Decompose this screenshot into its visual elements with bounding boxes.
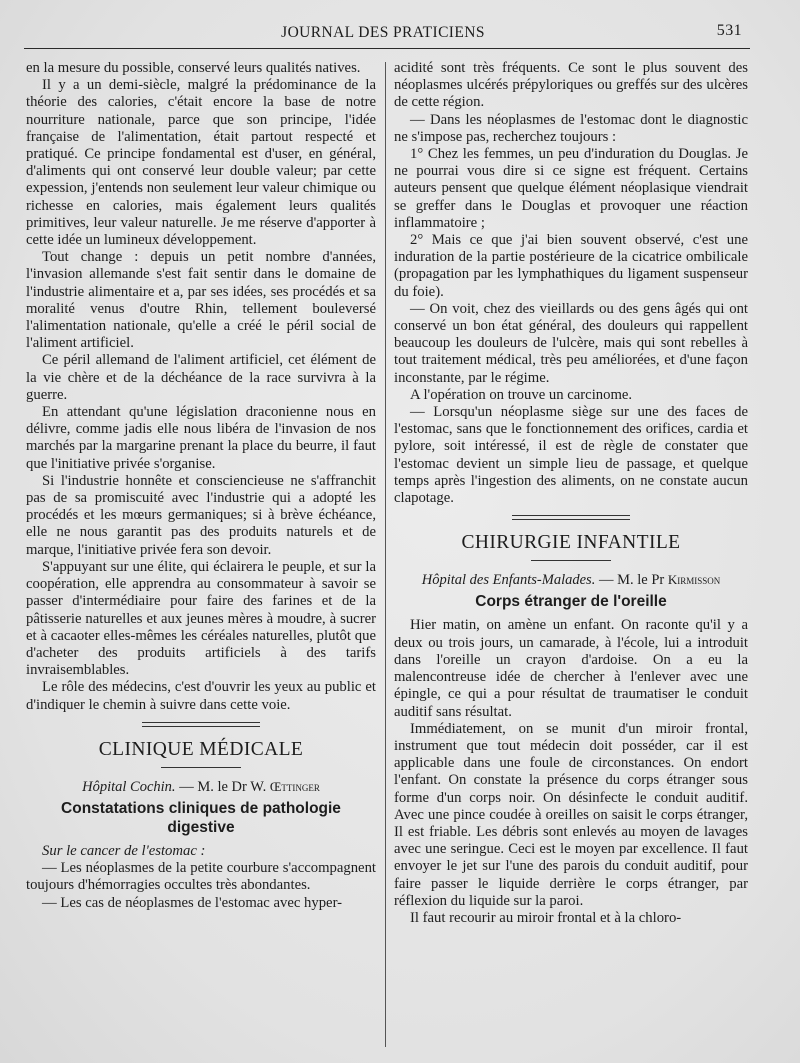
paragraph: S'appuyant sur une élite, qui éclairera le peuple, et sur la coopération, elle apprendra au consommateur à savoir se passer d'intermédiaire pour faire des farines et de la pâtisserie naturelles et aux jeunes mères à moudre, à sucrer et à cacaoter elles-mêmes les céréales naturelles, plutôt que d'acheter des produits artificiels à des tarifs invraisemblables. <box>26 558 376 679</box>
paragraph: — Dans les néoplasmes de l'estomac dont le diagnostic ne s'impose pas, recherchez toujours : <box>394 111 748 145</box>
paragraph: Le rôle des médecins, c'est d'ouvrir les yeux au public et d'indiquer le chemin à suivre dans cette voie. <box>26 679 376 713</box>
hospital-line <box>394 571 748 589</box>
section-title: CLINIQUE MÉDICALE <box>98 738 304 760</box>
paragraph: acidité sont très fréquents. Ce sont le plus souvent des néoplasmes ulcérés prépyloriques ou greffés sur des ulcères de cette région. <box>394 60 748 111</box>
page-header <box>24 24 742 46</box>
title-underline <box>531 560 611 561</box>
paragraph: Il faut recourir au miroir frontal et à la chloro- <box>410 909 682 926</box>
paragraph: Ce péril allemand de l'aliment artificiel, cet élément de la vie chère et de la déchéance de la race survivra à la guerre. <box>26 352 376 403</box>
hospital-line <box>26 778 376 796</box>
hospital-name: Hôpital Cochin. <box>82 778 176 795</box>
paragraph: Il y a un demi-siècle, malgré la prédominance de la théorie des calories, c'était encore la base de notre nourriture nationale, parce que son principe, l'idée française de l'alimentation, était partout respecté et pratiqué. Ce principe fondamental est d'user, en général, d'aliments qui ont conservé leur double valeur; par cette expession, j'entends non seulement leur valeur chimique ou richesse en calories, mais également leurs qualités primitives, leur valeur naturelle. Je me réserve d'apporter à cette idée un lumineux développement. <box>26 77 376 249</box>
paragraph: A l'opération on trouve un carcinome. <box>410 386 633 403</box>
paragraph: En attendant qu'une législation draconienne nous en délivre, comme jadis elle nous libéra de l'invasion de nos marchés par la margarine prenant la place du beurre, il faut que l'initiative privée s'organise. <box>26 404 376 472</box>
paragraph: — Lorsqu'un néoplasme siège sur une des faces de l'estomac, sans que le fonctionnement des orifices, cardia et pylore, soit intéressé, il est de règle de constater que l'estomac devient un simple lieu de passage, et quelque temps après l'ingestion des aliments, on ne constate aucun clapotage. <box>394 404 748 507</box>
point: — Les néoplasmes de la petite courbure s'accompagnent toujours d'hémorragies occultes très abondantes. <box>26 860 376 894</box>
paragraph: Tout change : depuis un petit nombre d'années, l'invasion allemande s'est fait sentir dans le domaine de l'industrie alimentaire et a, par ses idées, ses procédés et sa moralité venus d'outre Rhin, tellement bouleversé l'alimentation nationale, qu'elle a créé le péril social de l'aliment artificiel. <box>26 249 376 352</box>
article-title: Constatations cliniques de pathologie digestive <box>61 799 341 836</box>
point: — Les cas de néoplasmes de l'estomac avec hyper- <box>42 894 343 911</box>
hospital-separator: — M. le <box>175 778 232 795</box>
section-separator <box>512 515 630 520</box>
header-rule <box>24 48 750 49</box>
journal-title: JOURNAL DES PRATICIENS <box>281 24 485 41</box>
page-number: 531 <box>716 22 742 39</box>
paragraph: — On voit, chez des vieillards ou des gens âgés qui ont conservé un bon état général, des douleurs qui rappellent beaucoup les douleurs de l'ulcère, mais qui sont rebelles à tout traitement médical, très peu améliorées, et d'une façon inconstante, par le régime. <box>394 300 748 386</box>
paragraph: 2° Mais ce que j'ai bien souvent observé, c'est une induration de la partie postérieure de la cicatrice ombilicale (propagation par les lymphathiques du ligament suspenseur du foie). <box>394 232 748 300</box>
section-separator <box>142 722 260 727</box>
article-subtitle: Sur le cancer de l'estomac : <box>42 842 206 859</box>
section-title: CHIRURGIE INFANTILE <box>461 532 681 554</box>
paragraph: 1° Chez les femmes, un peu d'induration du Douglas. Je ne pourrai vous dire si ce signe est fréquent. Certains auteurs pensent que quelque élément néoplasique viendrait se greffer dans le Douglas et provoquer une réaction inflammatoire ; <box>394 146 748 231</box>
doctor-prefix: Dr W. <box>231 778 270 795</box>
right-column <box>394 60 748 927</box>
paragraph: Hier matin, on amène un enfant. On raconte qu'il y a deux ou trois jours, un camarade, à l'école, lui a introduit dans l'oreille un crayon d'ardoise. On a eu la malencontreuse idée de chercher à l'enlever avec une épingle, ce qui a pour résultat de traumatiser le conduit auditif sans résultat. <box>394 617 748 720</box>
paragraph: en la mesure du possible, conservé leurs qualités natives. <box>26 60 361 76</box>
doctor-name: Kirmisson <box>667 572 721 588</box>
hospital-name: Hôpital des Enfants-Malades. <box>421 572 596 589</box>
article-title: Corps étranger de l'oreille <box>475 593 667 611</box>
paragraph: Si l'industrie honnête et consciencieuse ne s'affranchit pas de sa promiscuité avec l'industrie qui a adopté les procédés et les mœurs germaniques; si à brève échéance, elle ne nous garantit pas des produits naturels et de marque, l'initiative privée fera son devoir. <box>26 472 376 558</box>
left-column <box>26 60 376 912</box>
paragraph: Immédiatement, on se munit d'un miroir frontal, instrument que tout médecin doit posséder, car il est applicable dans une foule de circonstances. On endort l'enfant. On constate la présence du corps étranger sous forme d'un corps noir. On désinfecte le conduit auditif. Avec une pince coudée à oreilles on saisit le corps étranger, Il est friable. Les débris sont enlevés au moyen de lavages avec une seringue. Ceci est le moyen par excellence. Il faut envoyer le jet sur l'une des parois du conduit auditif, pour faire passer le liquide derrière le corps étranger, par réflexion du liquide sur la paroi. <box>394 720 748 909</box>
hospital-separator: — M. le <box>595 572 652 589</box>
doctor-prefix: Pr <box>651 572 668 589</box>
column-divider <box>385 62 386 1047</box>
doctor-name: Œttinger <box>269 778 320 794</box>
title-underline <box>161 767 241 768</box>
